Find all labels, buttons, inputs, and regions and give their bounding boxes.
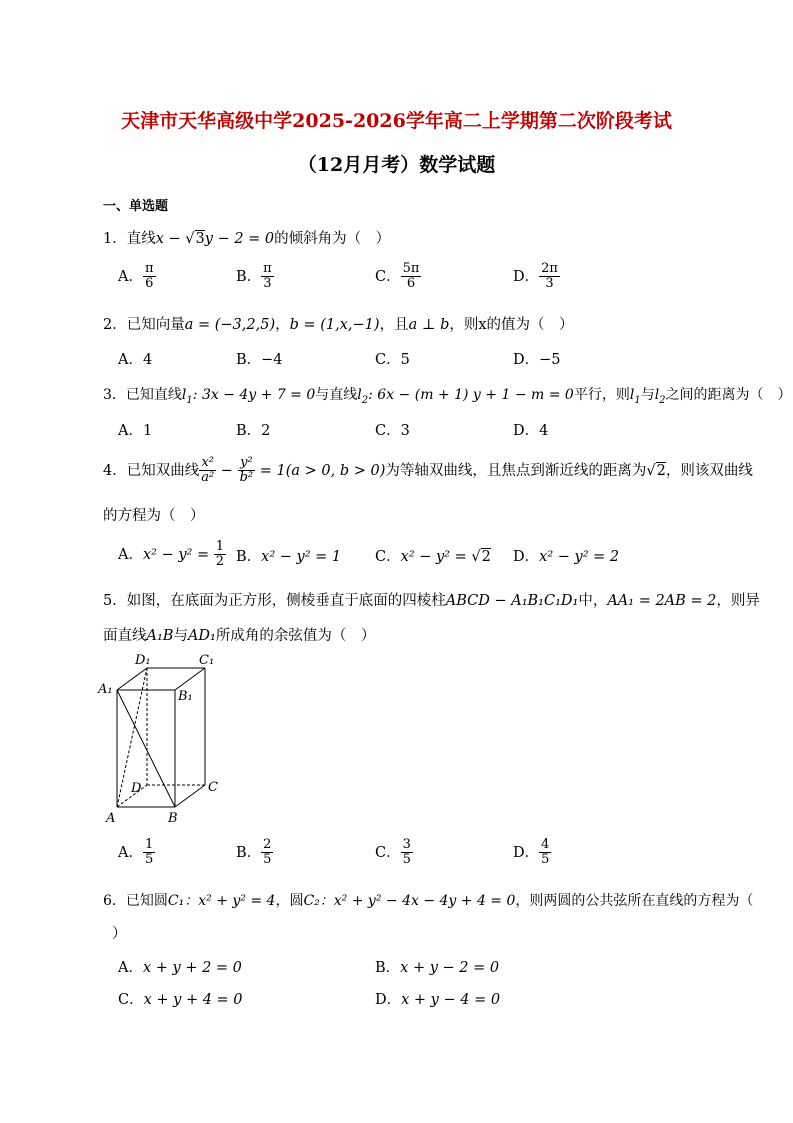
option-value: 2 xyxy=(261,423,271,439)
option-value: x + y + 4 = 0 xyxy=(143,992,243,1008)
q1-option-a[interactable] xyxy=(118,262,156,292)
q2-option-d[interactable] xyxy=(513,348,561,369)
question-text: 已知直线 xyxy=(125,387,182,403)
numerator: 3 xyxy=(402,837,411,852)
question-6-cont: ） xyxy=(112,926,127,942)
numerator: 2 xyxy=(263,837,272,852)
q1-option-c[interactable] xyxy=(375,262,421,292)
option-label: D． xyxy=(513,268,540,285)
sqrt: √2 xyxy=(471,549,491,565)
symbol-l2: $l_2$ xyxy=(654,387,666,406)
prism-name: ABCD − A₁B₁C₁D₁ xyxy=(445,593,579,609)
option-label: C． xyxy=(375,352,401,368)
line-l1: $l_1$: 3x − 4y + 7 = 0 xyxy=(181,387,316,406)
label-B1: B₁ xyxy=(178,689,193,704)
question-5 xyxy=(103,589,760,610)
label-C1: C₁ xyxy=(199,653,215,668)
denominator: b² xyxy=(239,470,254,486)
question-text: 面直线 xyxy=(103,628,147,644)
question-number: 5． xyxy=(103,593,127,609)
fraction xyxy=(238,456,256,486)
option-value: 5 xyxy=(400,352,410,368)
fraction xyxy=(401,262,422,292)
option-label: D． xyxy=(513,549,540,565)
question-number: 6． xyxy=(103,893,126,909)
option-label: D． xyxy=(375,992,402,1008)
option-label: B． xyxy=(375,960,401,976)
math-expr: x − xyxy=(155,231,186,247)
edge-BC xyxy=(175,785,205,807)
question-text: ，圆 xyxy=(275,893,304,909)
equation: : 3x − 4y + 7 = 0 xyxy=(192,387,316,403)
option-value: 1 xyxy=(142,423,153,439)
numerator: 5π xyxy=(402,261,420,276)
symbol: l xyxy=(629,387,635,403)
denominator: 2 xyxy=(215,554,224,570)
symbol-l1: $l_1$ xyxy=(629,387,641,406)
option-value: 3 xyxy=(400,423,410,439)
label-C: C xyxy=(208,780,218,795)
question-text: 所成角的余弦值为（ ） xyxy=(215,628,376,644)
denominator: 3 xyxy=(545,276,554,292)
q5-option-b[interactable] xyxy=(236,838,273,868)
q5-option-a[interactable] xyxy=(118,838,155,868)
option-value: 4 xyxy=(142,352,153,368)
q2-option-c[interactable] xyxy=(375,348,410,369)
q1-option-d[interactable] xyxy=(513,262,560,292)
equation: ：x² + y² − 4x − 4y + 4 = 0 xyxy=(319,893,516,909)
numerator: 2π xyxy=(541,261,558,276)
equation: ：x² + y² = 4 xyxy=(184,893,276,909)
option-label: C． xyxy=(375,549,401,565)
numerator: 4 xyxy=(541,837,550,852)
vector-b: b = (1,x,−1) xyxy=(289,317,380,333)
question-text: 的倾斜角为（ ） xyxy=(274,231,391,247)
fraction xyxy=(261,838,273,868)
q6-option-d[interactable] xyxy=(375,988,500,1009)
denominator: 5 xyxy=(402,852,411,868)
q2-option-b[interactable] xyxy=(236,348,283,369)
fraction xyxy=(539,838,551,868)
segment-A1B xyxy=(117,690,175,807)
sqrt: √2 xyxy=(646,462,666,479)
section-heading: 一、单选题 xyxy=(103,199,169,214)
fraction xyxy=(539,262,560,292)
symbol: l xyxy=(357,387,362,403)
question-text: ，则异 xyxy=(716,593,760,609)
math-expr: y − 2 = 0 xyxy=(204,231,275,247)
numerator: y² xyxy=(240,455,253,470)
option-label: C． xyxy=(375,423,401,439)
circle-c1: C₁ xyxy=(167,893,185,909)
label-D: D xyxy=(131,781,142,796)
denominator: a² xyxy=(201,470,215,486)
math-expr: = 1(a > 0, b > 0) xyxy=(255,462,386,479)
math-expr: a ⊥ b xyxy=(408,317,450,333)
question-number: 3． xyxy=(103,387,126,403)
q3-option-b[interactable] xyxy=(236,419,270,440)
option-label: B． xyxy=(236,268,262,285)
line-l2: $l_2$: 6x − (m + 1) y + 1 − m = 0 xyxy=(357,387,574,406)
symbol: l xyxy=(181,387,187,403)
option-label: B． xyxy=(236,844,262,861)
question-text: 已知向量 xyxy=(126,317,185,333)
symbol: l xyxy=(654,387,660,403)
label-D1: D₁ xyxy=(135,653,151,668)
q3-option-c[interactable] xyxy=(375,419,410,440)
question-text: 与直线 xyxy=(315,387,358,403)
q5-option-c[interactable] xyxy=(375,838,413,868)
q2-option-a[interactable] xyxy=(118,348,152,369)
fraction xyxy=(199,456,216,486)
question-2 xyxy=(103,313,574,334)
question-text: ，则该双曲线 xyxy=(665,462,753,479)
circle-c2: C₂ xyxy=(303,893,320,909)
punctuation: ， xyxy=(275,317,290,333)
segment: A₁B xyxy=(146,628,174,644)
q3-option-a[interactable] xyxy=(118,419,152,440)
denominator: 5 xyxy=(263,852,272,868)
question-text: 直线 xyxy=(126,231,156,247)
prism-figure xyxy=(95,652,235,827)
q4-option-b[interactable] xyxy=(236,545,341,566)
option-value: x² − y² = 1 xyxy=(261,549,342,565)
option-value: x² − y² = xyxy=(400,549,472,565)
numerator: π xyxy=(263,261,272,276)
numerator: x² xyxy=(201,455,214,470)
option-value: x + y − 4 = 0 xyxy=(401,992,501,1008)
operator: − xyxy=(216,462,238,479)
fraction xyxy=(143,262,156,292)
option-label: A． xyxy=(118,960,143,976)
question-4 xyxy=(103,456,753,486)
edge-B1C1 xyxy=(175,668,205,690)
option-value: x + y − 2 = 0 xyxy=(400,960,500,976)
option-label: C． xyxy=(375,268,401,285)
fraction xyxy=(143,838,155,868)
q5-option-d[interactable] xyxy=(513,838,551,868)
denominator: 5 xyxy=(144,852,154,868)
option-value: 4 xyxy=(539,423,549,439)
sqrt-radicand: 2 xyxy=(656,462,666,479)
denominator: 5 xyxy=(541,852,550,868)
exam-subtitle: （12月月考）数学试题 xyxy=(297,154,496,176)
denominator: 3 xyxy=(263,276,272,292)
exam-title: 天津市天华高级中学2025-2026学年高二上学期第二次阶段考试 xyxy=(121,110,672,132)
q4-option-d[interactable] xyxy=(513,545,619,566)
option-label: B． xyxy=(236,549,262,565)
option-value: x² − y² = 2 xyxy=(539,549,620,565)
question-4-cont: 的方程为（ ） xyxy=(103,508,205,524)
q4-option-c[interactable] xyxy=(375,545,491,566)
question-5-cont xyxy=(103,624,375,645)
option-label: A． xyxy=(118,352,143,368)
numerator: π xyxy=(144,261,154,276)
option-label: A． xyxy=(118,423,143,439)
q6-option-b[interactable] xyxy=(375,956,499,977)
question-number: 1． xyxy=(103,231,127,247)
question-6 xyxy=(103,890,753,910)
label-B: B xyxy=(168,811,178,826)
question-text: ，且 xyxy=(379,317,409,333)
q6-option-a[interactable] xyxy=(118,956,242,977)
q1-option-b[interactable] xyxy=(236,262,274,292)
q3-option-d[interactable] xyxy=(513,419,548,440)
label-A: A xyxy=(106,811,116,826)
option-label: D． xyxy=(513,423,540,439)
denominator: 6 xyxy=(145,276,154,292)
question-text: 中， xyxy=(578,593,608,609)
option-label: A． xyxy=(118,844,143,861)
question-text: ，则两圆的公共弦所在直线的方程为（ xyxy=(515,893,754,909)
option-label: B． xyxy=(236,352,262,368)
option-label: A． xyxy=(118,268,143,285)
fraction xyxy=(214,540,226,570)
option-value: x² − y² = xyxy=(142,546,214,563)
question-text: 与 xyxy=(640,387,655,403)
question-text: 与 xyxy=(173,628,188,644)
question-number: 2． xyxy=(103,317,127,333)
segment: AD₁ xyxy=(187,628,216,644)
option-label: A． xyxy=(118,546,143,563)
question-text: 已知圆 xyxy=(125,893,168,909)
question-text: 如图，在底面为正方形，侧棱垂直于底面的四棱柱 xyxy=(126,593,446,609)
question-text: 已知双曲线 xyxy=(126,462,200,479)
question-text: ，则x的值为（ ） xyxy=(449,317,574,333)
numerator: 1 xyxy=(215,539,224,554)
fraction xyxy=(401,838,413,868)
option-label: D． xyxy=(513,844,540,861)
label-A1: A₁ xyxy=(98,682,113,697)
fraction xyxy=(261,262,274,292)
vector-a: a = (−3,2,5) xyxy=(184,317,276,333)
question-text: 为等轴双曲线，且焦点到渐近线的距离为 xyxy=(385,462,647,479)
sqrt: √3 xyxy=(185,231,205,247)
question-3 xyxy=(103,384,792,406)
denominator: 6 xyxy=(406,276,416,292)
sqrt-radicand: 2 xyxy=(481,549,491,565)
question-number: 4． xyxy=(103,462,127,479)
option-value: x + y + 2 = 0 xyxy=(142,960,242,976)
sqrt-radicand: 3 xyxy=(195,231,205,247)
option-value: −5 xyxy=(539,352,561,368)
q6-option-c[interactable] xyxy=(118,988,243,1009)
option-value: −4 xyxy=(261,352,283,368)
q4-option-a[interactable] xyxy=(118,540,226,570)
question-text: 之间的距离为（ ） xyxy=(665,387,792,403)
option-label: C． xyxy=(375,844,401,861)
numerator: 1 xyxy=(144,837,154,852)
option-label: B． xyxy=(236,423,262,439)
option-label: C． xyxy=(118,992,144,1008)
equation: : 6x − (m + 1) y + 1 − m = 0 xyxy=(368,387,574,403)
question-text: 平行，则 xyxy=(573,387,630,403)
math-expr: AA₁ = 2AB = 2 xyxy=(607,593,717,609)
option-label: D． xyxy=(513,352,540,368)
question-1 xyxy=(103,227,390,248)
